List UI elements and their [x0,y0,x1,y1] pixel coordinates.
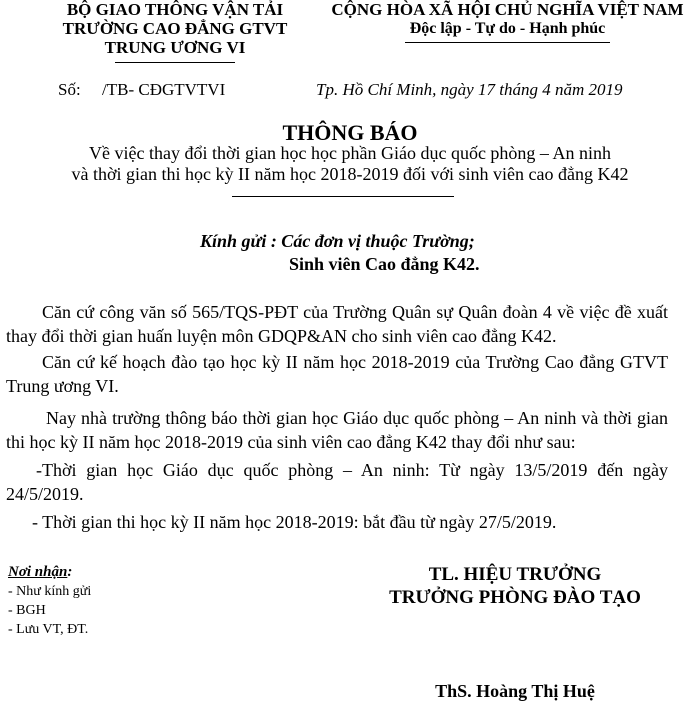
motto-underline [405,42,610,43]
school-name-line2: TRUNG ƯƠNG VI [104,38,246,57]
body-paragraph-2: Căn cứ kế hoạch đào tạo học kỳ II năm học 2018-2019 của Trường Cao đẳng GTVT Trung ương VI. [6,352,668,396]
recipient-item: - Như kính gửi [8,584,92,599]
recipients-label: Nơi nhận [8,564,68,580]
body-paragraph-3: Nay nhà trường thông báo thời gian học Giáo dục quốc phòng – An ninh và thời gian thi học kỳ II năm học 2018-2019 của sinh viên cao đẳng K42 thay đổi như sau: [6,408,668,452]
school-name-line1: TRƯỜNG CAO ĐẲNG GTVT [62,19,288,38]
signature-title-line2: TRƯỞNG PHÒNG ĐÀO TẠO [389,587,641,608]
document-title: THÔNG BÁO [282,120,418,145]
body-paragraph-4: -Thời gian học Giáo dục quốc phòng – An ninh: Từ ngày 13/5/2019 đến ngày 24/5/2019. [6,460,668,504]
subject-line1: Về việc thay đổi thời gian học học phần Giáo dục quốc phòng – An ninh [89,143,611,163]
body-paragraph-5: - Thời gian thi học kỳ II năm học 2018-2019: bắt đầu từ ngày 27/5/2019. [32,512,557,532]
recipient-item: - BGH [8,603,46,618]
country-name: CỘNG HÒA XÃ HỘI CHỦ NGHĨA VIỆT NAM [331,0,684,19]
doc-number-value: /TB- CĐGTVTVI [102,80,226,99]
signature-title-line1: TL. HIỆU TRƯỞNG [428,564,602,585]
subject-line2: và thời gian thi học kỳ II năm học 2018-2019 đối với sinh viên cao đẳng K42 [71,164,629,184]
place-date: Tp. Hồ Chí Minh, ngày 17 tháng 4 năm 2019 [316,80,623,99]
recipients-heading [8,564,72,581]
subject-underline [232,196,454,197]
national-motto: Độc lập - Tự do - Hạnh phúc [409,20,606,37]
doc-number-label: Số: [58,80,81,99]
recipients-colon: : [67,564,73,580]
addressee-line2: Sinh viên Cao đẳng K42. [289,254,480,274]
signer-name: ThS. Hoàng Thị Huệ [435,681,595,701]
header-left-underline [115,62,235,63]
addressee-line1: Kính gửi : Các đơn vị thuộc Trường; [200,231,475,251]
ministry-name: BỘ GIAO THÔNG VẬN TẢI [66,0,284,19]
recipient-item: - Lưu VT, ĐT. [8,622,89,637]
body-paragraph-1: Căn cứ công văn số 565/TQS-PĐT của Trường Quân sự Quân đoàn 4 về việc đề xuất thay đổi thời gian huấn luyện môn GDQP&AN cho sinh viên cao đẳng K42. [6,302,668,346]
